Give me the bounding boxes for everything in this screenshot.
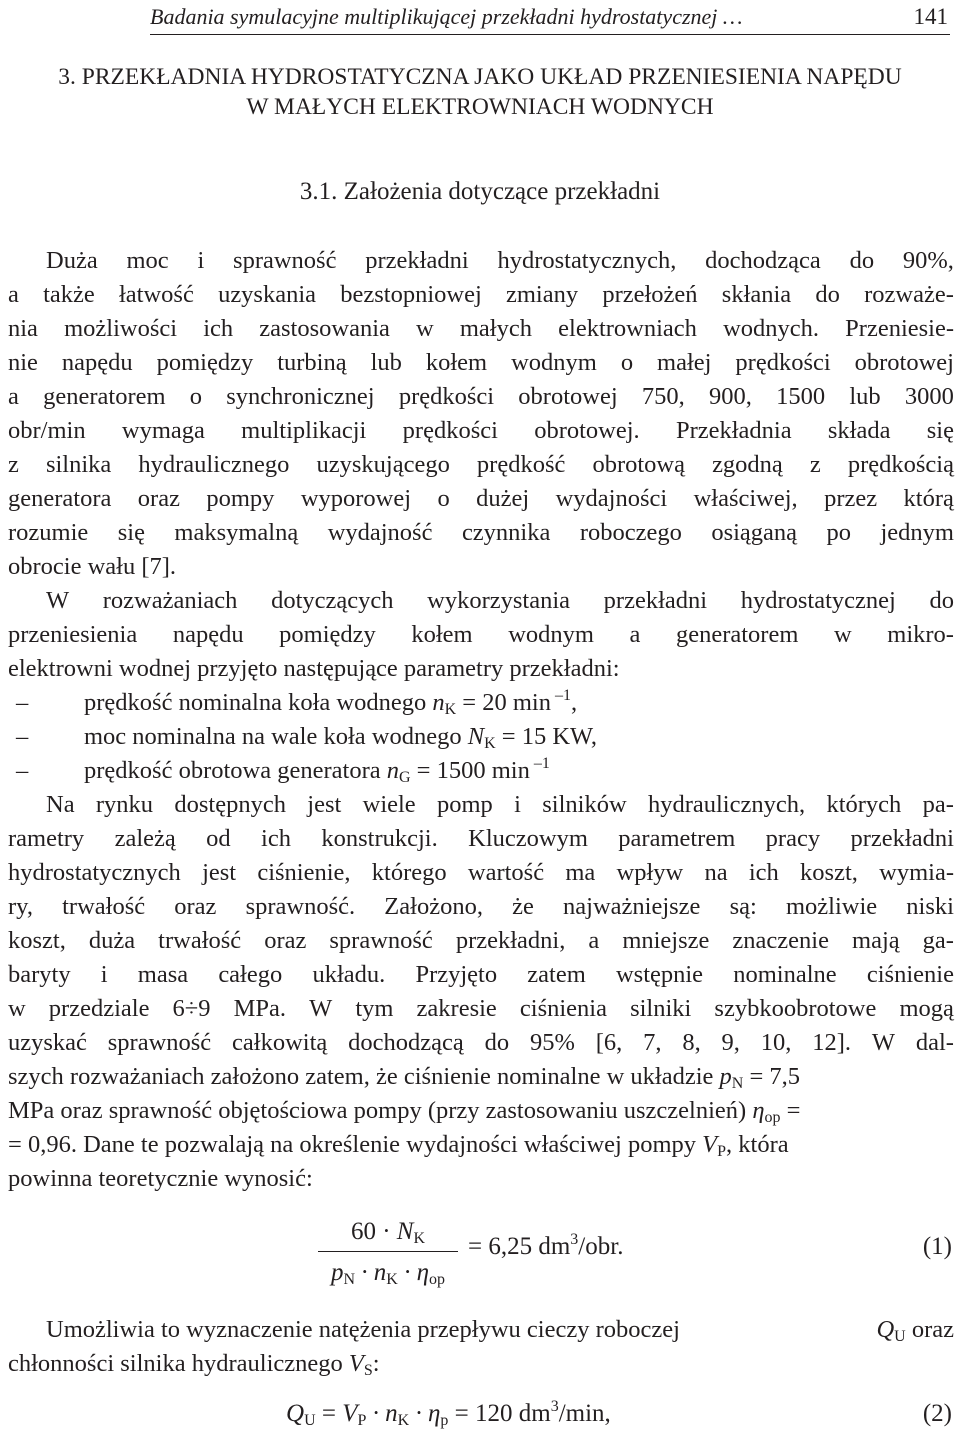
text-line: MPa oraz sprawność objętościowa pompy (przy zastosowaniu uszczelnień) $\eta_{op}$ = <box>8 1097 801 1126</box>
equation-2 <box>0 1400 960 1434</box>
text-line: hydrostatycznych jest ciśnienie, którego wartość ma wpływ na ich koszt, wymia- <box>8 859 954 886</box>
equation-number: (1) <box>922 1233 952 1260</box>
text-line: baryty i masa całego układu. Przyjęto zatem wstępnie nominalne ciśnienie <box>8 961 954 988</box>
header-rule <box>150 34 950 35</box>
paragraph-4 <box>8 1313 954 1381</box>
text-line: rametry zależą od ich konstrukcji. Kluczowym parametrem pracy przekładni <box>8 825 954 852</box>
chapter-title <box>0 62 960 122</box>
text-line: rozumie się maksymalną wydajność czynnika roboczego osiąganą po jednym <box>8 519 954 546</box>
text-line: obrocie wału [7]. <box>8 553 177 580</box>
param-text: prędkość obrotowa generatora $n_G = 1500$ min $^{-1}$ <box>84 755 550 786</box>
parameter-list <box>8 686 954 788</box>
list-dash: – <box>16 723 29 750</box>
running-title: Badania symulacyjne multiplikującej przekładni hydrostatycznej … <box>150 4 743 29</box>
fraction-denominator: $p_N \cdot n_K \cdot \eta_{op}$ <box>330 1259 446 1288</box>
text-line: Na rynku dostępnych jest wiele pomp i silników hydraulicznych, których pa- <box>46 791 954 818</box>
paragraph-2 <box>8 584 954 686</box>
text-line: nia możliwości ich zastosowania w małych elektrowniach wodnych. Przeniesie- <box>8 315 954 342</box>
fraction-bar <box>318 1251 458 1252</box>
text-line: z silnika hydraulicznego uzyskującego prędkość obrotową zgodną z prędkością <box>8 451 954 478</box>
text-line: nie napędu pomiędzy turbiną lub kołem wodnym o małej prędkości obrotowej <box>8 349 954 376</box>
list-item <box>8 686 954 720</box>
list-dash: – <box>16 757 29 784</box>
text-line: ry, trwałość oraz sprawność. Założono, że najważniejsze są: możliwie niski <box>8 893 954 920</box>
text-line: przeniesienia napędu pomiędzy kołem wodnym a generatorem w mikro- <box>8 621 954 648</box>
text-line: elektrowni wodnej przyjęto następujące parametry przekładni: <box>8 655 620 682</box>
text-line: a generatorem o synchronicznej prędkości obrotowej 750, 900, 1500 lub 3000 <box>8 383 954 410</box>
equation-expression: $Q_U = V_P \cdot n_K \cdot \eta_p = 120$ $dm^3/\min$, <box>286 1398 611 1429</box>
text-line: Umożliwia to wyznaczenie natężenia przepływu cieczy roboczej $Q_U$ oraz <box>46 1316 954 1345</box>
chapter-title-line: 3. PRZEKŁADNIA HYDROSTATYCZNA JAKO UKŁAD PRZENIESIENIA NAPĘDU <box>58 64 902 90</box>
paragraph-3 <box>8 788 954 1196</box>
list-dash: – <box>16 689 29 716</box>
list-item <box>8 720 954 754</box>
text-line: a także łatwość uzyskania bezstopniowej zmiany przełożeń skłania do rozważe- <box>8 281 954 308</box>
text-line: generatora oraz pompy wyporowej o dużej wydajności właściwej, przez którą <box>8 485 954 512</box>
text-line: W rozważaniach dotyczących wykorzystania przekładni hydrostatycznej do <box>46 587 954 614</box>
text-line: Duża moc i sprawność przekładni hydrostatycznych, dochodząca do 90%, <box>46 247 954 274</box>
text-line: szych rozważaniach założono zatem, że ciśnienie nominalne w układzie $p_N = 7,5$ <box>8 1063 801 1092</box>
param-text: prędkość nominalna koła wodnego $n_K = 20$ min $^{-1}$, <box>84 687 578 718</box>
list-item <box>8 754 954 788</box>
text-line: chłonności silnika hydraulicznego $V_S$: <box>8 1350 380 1379</box>
text-line: koszt, duża trwałość oraz sprawność przekładni, a mniejsze znaczenie mają ga- <box>8 927 954 954</box>
equation-fraction <box>318 1213 458 1292</box>
text-line: obr/min wymaga multiplikacji prędkości obrotowej. Przekładnia składa się <box>8 417 954 444</box>
equation-number: (2) <box>922 1400 952 1427</box>
text-line: powinna teoretycznie wynosić: <box>8 1165 313 1192</box>
running-header <box>150 4 948 30</box>
text-line: = 0,96. Dane te pozwalają na określenie wydajności właściwej pompy $V_P$, która <box>8 1131 789 1160</box>
section-title: 3.1. Założenia dotyczące przekładni <box>299 178 661 205</box>
chapter-title-line: W MAŁYCH ELEKTROWNIACH WODNYCH <box>246 94 714 120</box>
text-line: w przedziale 6÷9 MPa. W tym zakresie ciśnienia silniki szybkoobrotowe mogą <box>8 995 954 1022</box>
page-number: 141 <box>913 4 948 29</box>
param-text: moc nominalna na wale koła wodnego $N_K = 15$ KW, <box>84 723 598 752</box>
paragraph-1 <box>8 244 954 584</box>
fraction-numerator: $60 \cdot N_K$ <box>350 1218 426 1247</box>
text-line: uzyskać sprawność całkowitą dochodzącą do 95% [6, 7, 8, 9, 10, 12]. W dal- <box>8 1029 954 1056</box>
equation-result: = 6,25 $dm^3$/obr. <box>468 1231 624 1260</box>
equation-1 <box>0 1213 960 1293</box>
